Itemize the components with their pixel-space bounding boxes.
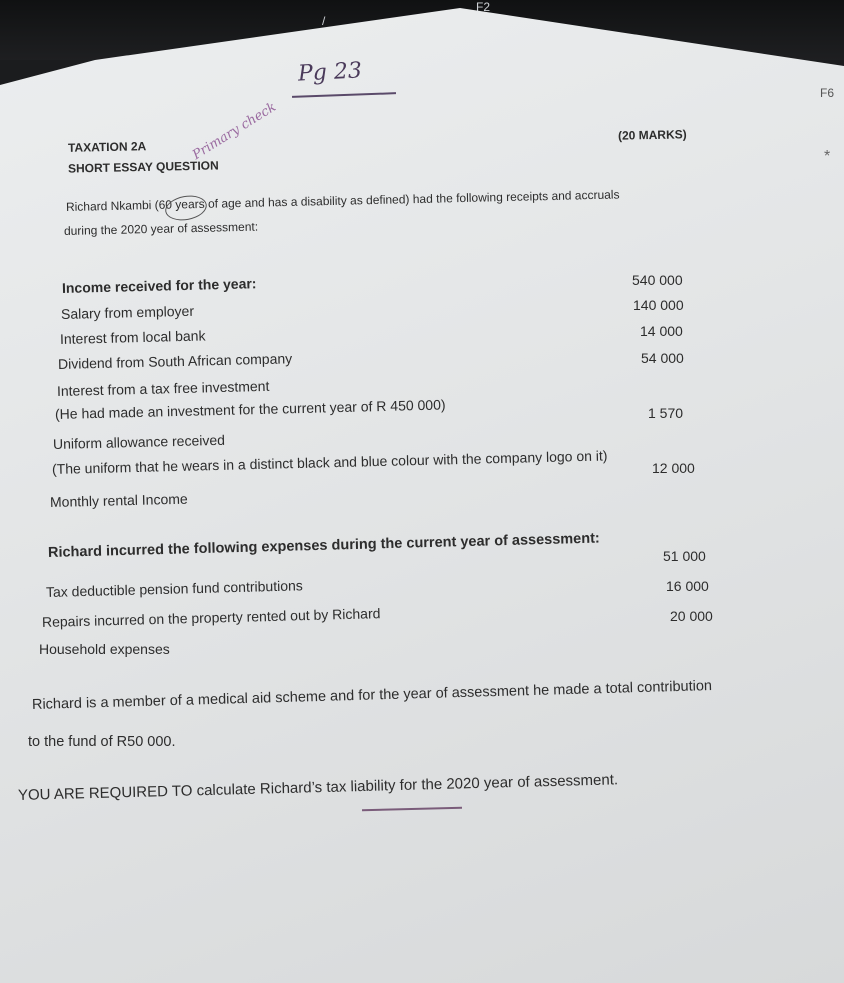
question-type: SHORT ESSAY QUESTION	[67, 158, 219, 176]
key-f2: F2	[476, 0, 491, 14]
expense-item-pension: Tax deductible pension fund contributions	[45, 577, 303, 600]
expense-item-repairs: Repairs incurred on the property rented out by Richard	[41, 605, 381, 630]
expense-amount-pension: 51 000	[663, 548, 706, 564]
marks-label: (20 MARKS)	[617, 127, 687, 143]
income-amount-dividend: 14 000	[640, 323, 683, 339]
key-f6: F6	[820, 86, 835, 100]
expenses-heading: Richard incurred the following expenses during the current year of assessment:	[47, 530, 600, 561]
income-item-investment-note: (He had made an investment for the current year of R 450 000)	[54, 396, 446, 422]
income-item-tax-free-interest: Interest from a tax free investment	[56, 377, 270, 399]
income-item-rental: Monthly rental Income	[49, 490, 188, 510]
income-amount-salary: 540 000	[632, 272, 683, 288]
expense-amount-repairs: 16 000	[666, 578, 709, 594]
expense-item-household: Household expenses	[39, 641, 170, 657]
income-item-salary: Salary from employer	[60, 302, 195, 322]
key-star: *	[824, 148, 831, 165]
intro-line-1: Richard Nkambi (60 years of age and has a disability as defined) had the following receipts and accruals	[65, 187, 620, 214]
income-item-uniform-note: (The uniform that he wears in a distinct black and blue colour with the company logo on it)	[51, 447, 608, 477]
intro-line-2: during the 2020 year of assessment:	[63, 219, 259, 238]
medical-line-2: to the fund of R50 000.	[28, 734, 176, 750]
income-item-uniform: Uniform allowance received	[52, 431, 226, 452]
key-slash: /	[322, 14, 326, 28]
income-amount-bank-interest: 140 000	[633, 297, 684, 313]
income-amount-rental: 12 000	[652, 460, 695, 476]
course-title: TAXATION 2A	[67, 139, 147, 155]
income-amount-uniform: 1 570	[648, 405, 684, 421]
expense-amount-household: 20 000	[670, 608, 713, 624]
income-heading: Income received for the year:	[61, 275, 257, 296]
income-amount-tax-free-interest: 54 000	[641, 350, 684, 366]
tax-liability-underline	[362, 807, 462, 811]
medical-line-1: Richard is a member of a medical aid scheme and for the year of assessment he made a total contribution	[31, 678, 713, 713]
handwritten-page-ref: Pg 23	[297, 58, 363, 87]
income-item-bank-interest: Interest from local bank	[59, 327, 206, 347]
handwritten-side-note: Primary check	[190, 99, 279, 163]
page-ref-underline	[292, 92, 396, 97]
income-item-dividend: Dividend from South African company	[57, 350, 293, 372]
required-instruction: YOU ARE REQUIRED TO calculate Richard’s tax liability for the 2020 year of assessment.	[17, 771, 619, 804]
